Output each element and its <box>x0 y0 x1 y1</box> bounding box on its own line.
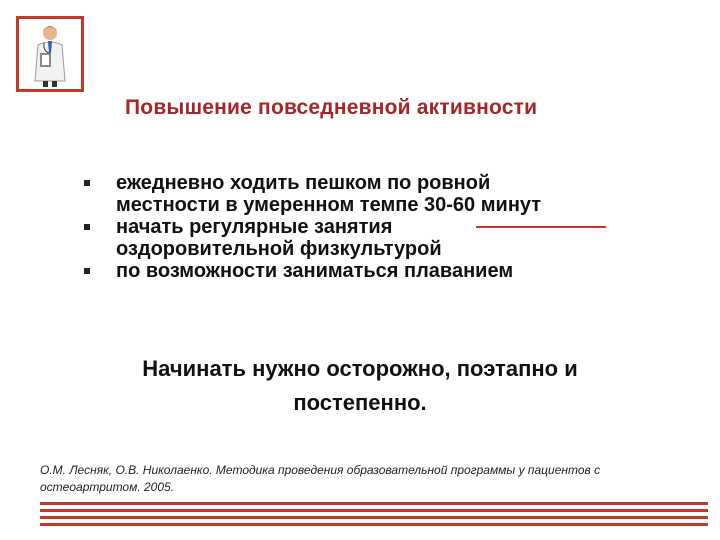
square-bullet-icon <box>84 180 90 186</box>
list-item <box>84 216 644 260</box>
square-bullet-icon <box>84 224 90 230</box>
list-item <box>84 260 644 282</box>
citation-line: О.М. Лесняк, О.В. Николаенко. Методика проведения образовательной программы у пациентов с <box>40 463 601 477</box>
footer-stripe <box>40 509 708 512</box>
square-bullet-icon <box>84 268 90 274</box>
doctor-logo <box>16 16 84 92</box>
footer-stripe <box>40 523 708 526</box>
doctor-icon <box>19 19 81 89</box>
footer-stripe <box>40 502 708 505</box>
list-item-line: по возможности заниматься плаванием <box>116 260 514 282</box>
conclusion-line: постепенно. <box>293 390 427 415</box>
list-item-line: начать регулярные занятия <box>116 216 393 238</box>
highlight-underline <box>476 226 606 228</box>
citation-line: остеоартритом. 2005. <box>40 480 175 494</box>
conclusion-text <box>60 352 660 420</box>
conclusion-line: Начинать нужно осторожно, поэтапно и <box>142 356 578 381</box>
list-item-line: оздоровительной физкультурой <box>116 238 442 260</box>
footer-stripes <box>40 502 708 530</box>
list-item-line: ежедневно ходить пешком по ровной <box>116 172 491 194</box>
footer-stripe <box>40 516 708 519</box>
slide-title: Повышение повседневной активности <box>125 96 538 119</box>
list-item-line: местности в умеренном темпе 30-60 минут <box>116 194 542 216</box>
list-item <box>84 172 644 216</box>
citation <box>40 462 700 496</box>
